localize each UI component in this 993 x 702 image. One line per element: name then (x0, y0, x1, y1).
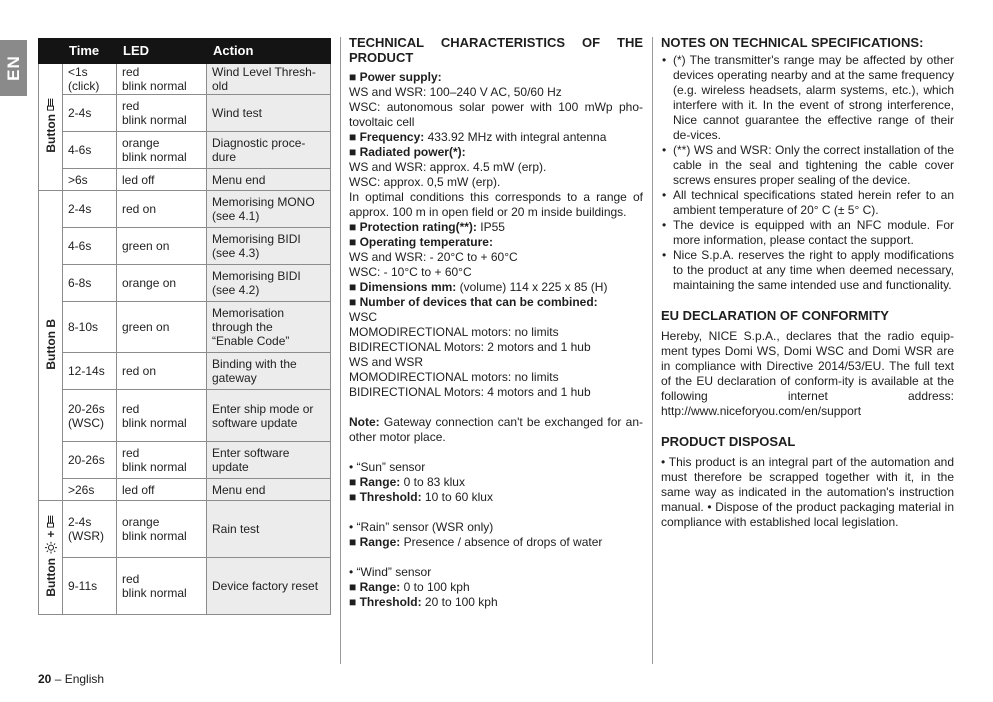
header-led: LED (117, 39, 207, 64)
led-cell: red blink normal (117, 95, 207, 132)
dimensions-line: ■ Dimensions mm: (volume) 114 x 225 x 85 (H) (349, 280, 608, 294)
led-cell: red blink normal (117, 558, 207, 615)
group-b-label-cell (39, 191, 63, 501)
list-item: • (*) The transmitter's range may be affected by other devices operating nearby and at the same frequency (e.g. wireless headsets, alarm systems, etc.), which interfere with it. In the event of strong interference, Nice cannot guarantee the effective range of their de-vices. (661, 53, 954, 143)
sun-icon (45, 542, 57, 554)
led-cell: led off (117, 169, 207, 191)
action-cell: Menu end (207, 169, 331, 191)
table-row (39, 442, 331, 479)
group-label: Button (43, 557, 58, 597)
sun-sensor-title: • “Sun” sensor (349, 460, 426, 474)
product-disposal-heading: PRODUCT DISPOSAL (661, 434, 796, 449)
group-label: Button B (43, 318, 58, 370)
radiated-power-label: Radiated power(*): (359, 145, 466, 159)
group-a-label-cell (39, 64, 63, 191)
devices-label: Number of devices that can be combined: (359, 295, 598, 309)
time-cell: 2-4s (WSR) (63, 501, 117, 558)
time-cell: 20-26s (63, 442, 117, 479)
action-cell: Device factory reset (207, 558, 331, 615)
list-item: • Nice S.p.A. reserves the right to apply modifications to the product at any time when deemed necessary, maintaining the same intended use and functionality. (661, 248, 954, 293)
hand-button-icon (45, 98, 56, 111)
action-cell: Enter ship mode or software update (207, 390, 331, 442)
range-text: In optimal conditions this corresponds to a range of approx. 100 m in open field or 20 m inside buildings. (349, 190, 643, 219)
table-row (39, 558, 331, 615)
table-row (39, 501, 331, 558)
tech-heading-line2: PRODUCT (349, 50, 414, 65)
time-cell: 8-10s (63, 302, 117, 353)
notes-list (661, 53, 954, 293)
time-cell: >6s (63, 169, 117, 191)
table-row (39, 132, 331, 169)
eu-declaration-text: Hereby, NICE S.p.A., declares that the radio equip-ment types Domi WS, Domi WSC and Domi WSR are in compliance with Directive 2014/53/EU. The full text of the EU declaration of conform-ity is available at the following internet address: http://www.niceforyou.com/en/support (661, 329, 954, 418)
table-row (39, 265, 331, 302)
led-cell: red blink normal (117, 390, 207, 442)
operating-temp-ws: WS and WSR: - 20°C to + 60°C (349, 250, 518, 264)
list-item: • The device is equipped with an NFC module. For more information, please contact the support. (661, 218, 954, 248)
time-cell: <1s (click) (63, 64, 117, 95)
time-cell: 2-4s (63, 95, 117, 132)
action-cell: Memorisation through the “Enable Code” (207, 302, 331, 353)
page-footer (38, 672, 104, 686)
operating-temp-wsc: WSC: - 10°C to + 60°C (349, 265, 472, 279)
devices-line: ■ Number of devices that can be combined: (349, 295, 598, 309)
action-cell: Binding with the gateway (207, 353, 331, 390)
table-row (39, 353, 331, 390)
time-cell: 2-4s (63, 191, 117, 228)
notes-section (661, 35, 954, 530)
note-text: Note: Gateway connection can't be exchanged for an-other motor place. (349, 415, 643, 444)
led-cell: red on (117, 353, 207, 390)
dimensions-label: Dimensions mm: (359, 280, 457, 294)
protection-line: ■ Protection rating(**): IP55 (349, 220, 505, 234)
power-supply-ws: WS and WSR: 100–240 V AC, 50/60 Hz (349, 85, 562, 99)
time-cell: 6-8s (63, 265, 117, 302)
list-item: • All technical specifications stated herein refer to an ambient temperature of 20° C (± 5° C). (661, 188, 954, 218)
language-tab-label: EN (3, 55, 23, 81)
table-row (39, 169, 331, 191)
wind-sensor-title: • “Wind” sensor (349, 565, 432, 579)
frequency-label: Frequency: (359, 130, 425, 144)
technical-characteristics-section (349, 35, 643, 610)
language-tab (0, 40, 27, 96)
header-group (39, 39, 63, 64)
table-row (39, 479, 331, 501)
action-cell: Wind test (207, 95, 331, 132)
power-supply-wsc: WSC: autonomous solar power with 100 mWp pho-tovoltaic cell (349, 100, 643, 129)
product-disposal-text: • This product is an integral part of the automation and must therefore be scrapped together with it, in the same way as indicated in the automation's instruction manual. • Dispose of the product packaging material in compliance with established local legislation. (661, 455, 954, 529)
rain-range-line: ■ Range: Presence / absence of drops of water (349, 535, 603, 549)
led-cell: red on (117, 191, 207, 228)
power-supply-label-line: ■ Power supply: (349, 70, 442, 84)
table-header-row (39, 39, 331, 64)
radiated-power-line: ■ Radiated power(*): (349, 145, 466, 159)
header-action: Action (207, 39, 331, 64)
action-cell: Rain test (207, 501, 331, 558)
time-cell: >26s (63, 479, 117, 501)
devices-item: WS and WSR (349, 355, 424, 369)
eu-declaration-heading: EU DECLARATION OF CONFORMITY (661, 308, 889, 323)
notes-heading: NOTES ON TECHNICAL SPECIFICATIONS: (661, 35, 924, 50)
table-row (39, 95, 331, 132)
led-cell: orange blink normal (117, 501, 207, 558)
table-row (39, 390, 331, 442)
action-cell: Memorising BIDI (see 4.3) (207, 228, 331, 265)
table-row (39, 302, 331, 353)
time-cell: 20-26s (WSC) (63, 390, 117, 442)
devices-item: BIDIRECTIONAL Motors: 2 motors and 1 hub (349, 340, 591, 354)
action-cell: Diagnostic proce- dure (207, 132, 331, 169)
sun-range-line: ■ Range: 0 to 83 klux (349, 475, 465, 489)
devices-item: BIDIRECTIONAL Motors: 4 motors and 1 hub (349, 385, 591, 399)
group-label: Button (43, 113, 58, 153)
note-label: Note: (349, 415, 380, 429)
list-item: • (**) WS and WSR: Only the correct installation of the cable in the seal and tightening the cable cover screws ensures proper sealing of the device. (661, 143, 954, 188)
operating-temp-label: Operating temperature: (359, 235, 493, 249)
operating-temp-line: ■ Operating temperature: (349, 235, 493, 249)
dimensions-value: (volume) 114 x 225 x 85 (H) (456, 280, 608, 294)
page-number: 20 (38, 672, 52, 686)
rain-sensor-title: • “Rain” sensor (WSR only) (349, 520, 494, 534)
table-row (39, 228, 331, 265)
sun-threshold-line: ■ Threshold: 10 to 60 klux (349, 490, 493, 504)
plus-sign: + (43, 530, 58, 538)
group-c-label-cell (39, 501, 63, 615)
tech-heading-line1: TECHNICAL CHARACTERISTICS OF THE (349, 35, 643, 50)
protection-label: Protection rating(**): (359, 220, 477, 234)
table-row (39, 191, 331, 228)
led-cell: led off (117, 479, 207, 501)
led-cell: red blink normal (117, 64, 207, 95)
action-cell: Menu end (207, 479, 331, 501)
led-cell: orange on (117, 265, 207, 302)
led-cell: green on (117, 228, 207, 265)
wind-threshold-line: ■ Threshold: 20 to 100 kph (349, 595, 498, 609)
time-cell: 4-6s (63, 132, 117, 169)
radiated-power-wsc: WSC: approx. 0,5 mW (erp). (349, 175, 501, 189)
radiated-power-ws: WS and WSR: approx. 4.5 mW (erp). (349, 160, 547, 174)
frequency-value: 433.92 MHz with integral antenna (424, 130, 607, 144)
action-cell: Enter software update (207, 442, 331, 479)
action-cell: Wind Level Thresh- old (207, 64, 331, 95)
devices-item: MOMODIRECTIONAL motors: no limits (349, 325, 559, 339)
led-cell: orange blink normal (117, 132, 207, 169)
column-divider-2 (652, 37, 653, 664)
devices-item: WSC (349, 310, 377, 324)
button-function-table (38, 38, 331, 615)
time-cell: 12-14s (63, 353, 117, 390)
time-cell: 4-6s (63, 228, 117, 265)
frequency-line: ■ Frequency: 433.92 MHz with integral antenna (349, 130, 607, 144)
wind-range-line: ■ Range: 0 to 100 kph (349, 580, 470, 594)
action-cell: Memorising MONO (see 4.1) (207, 191, 331, 228)
column-divider-1 (340, 37, 341, 664)
led-cell: green on (117, 302, 207, 353)
power-supply-label: Power supply: (359, 70, 442, 84)
footer-language: – English (51, 672, 105, 686)
table-row (39, 64, 331, 95)
protection-value: IP55 (476, 220, 505, 234)
action-cell: Memorising BIDI (see 4.2) (207, 265, 331, 302)
devices-item: MOMODIRECTIONAL motors: no limits (349, 370, 559, 384)
led-cell: red blink normal (117, 442, 207, 479)
time-cell: 9-11s (63, 558, 117, 615)
header-time: Time (63, 39, 117, 64)
hand-button-icon (45, 515, 56, 528)
